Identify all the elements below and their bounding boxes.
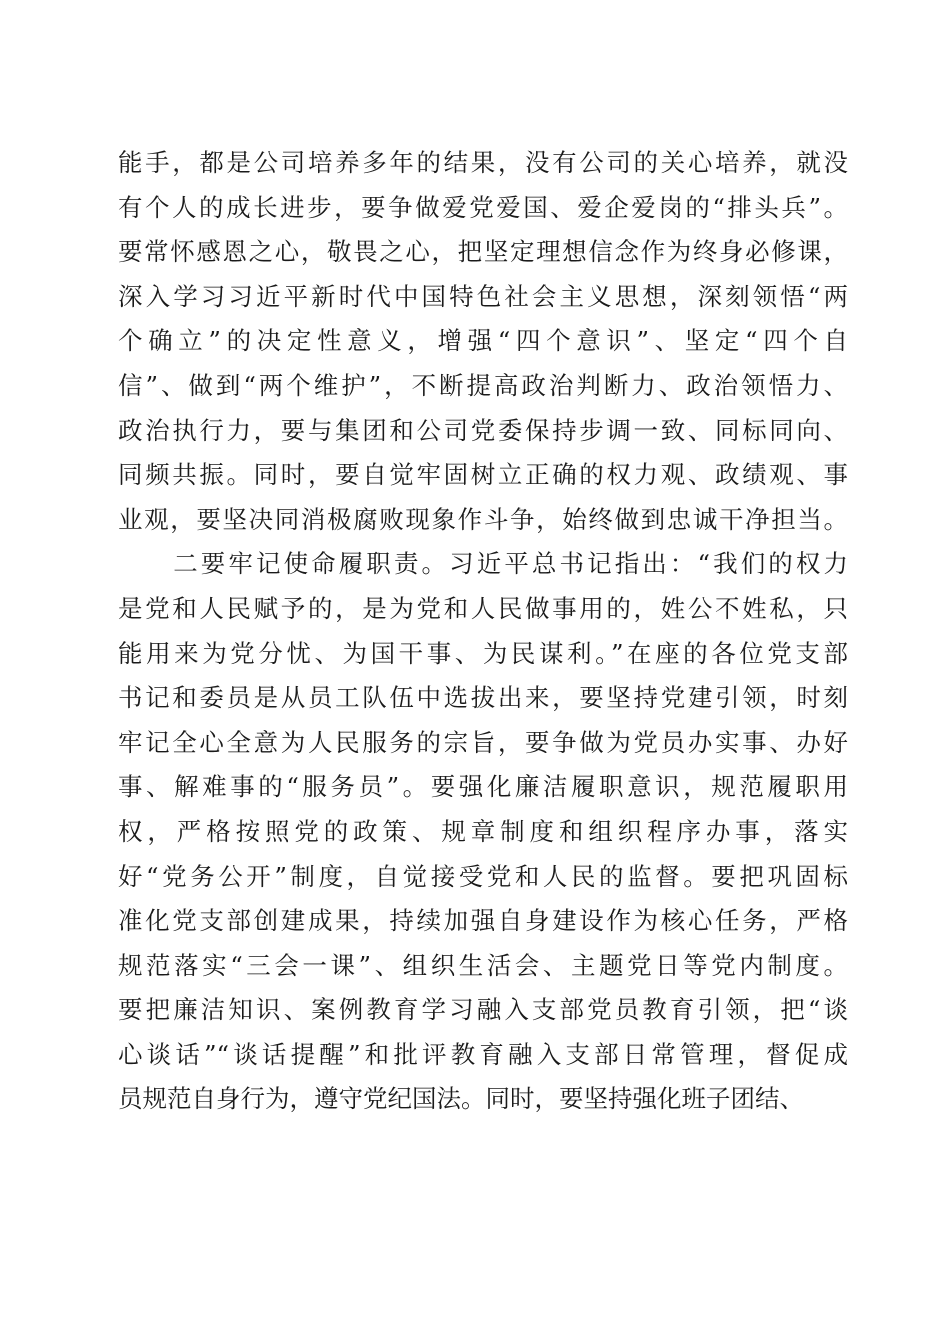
text-line: 个确立”的决定性意义，增强“四个意识”、坚定“四个自 xyxy=(118,326,848,356)
text-line: 牢记全心全意为人民服务的宗旨，要争做为党员办实事、办好 xyxy=(118,727,848,757)
text-line: 书记和委员是从员工队伍中选拔出来，要坚持党建引领，时刻 xyxy=(118,683,848,713)
text-line: 二要牢记使命履职责。习近平总书记指出：“我们的权力 xyxy=(118,549,848,579)
text-line: 是党和人民赋予的，是为党和人民做事用的，姓公不姓私，只 xyxy=(118,593,848,623)
text-line: 信”、做到“两个维护”，不断提高政治判断力、政治领悟力、 xyxy=(118,370,848,400)
text-line: 要把廉洁知识、案例教育学习融入支部党员教育引领，把“谈 xyxy=(118,995,848,1025)
text-line: 准化党支部创建成果，持续加强自身建设作为核心任务，严格 xyxy=(118,906,848,936)
text-line: 员规范自身行为，遵守党纪国法。同时，要坚持强化班子团结、 xyxy=(118,1084,804,1114)
text-line: 同频共振。同时，要自觉牢固树立正确的权力观、政绩观、事 xyxy=(118,460,848,490)
text-line: 有个人的成长进步，要争做爱党爱国、爱企爱岗的“排头兵”。 xyxy=(118,192,848,222)
text-line: 政治执行力，要与集团和公司党委保持步调一致、同标同向、 xyxy=(118,415,848,445)
text-line: 事、解难事的“服务员”。要强化廉洁履职意识，规范履职用 xyxy=(118,772,848,802)
text-line: 规范落实“三会一课”、组织生活会、主题党日等党内制度。 xyxy=(118,950,848,980)
text-line: 能用来为党分忧、为国干事、为民谋利。”在座的各位党支部 xyxy=(118,638,848,668)
text-line: 业观，要坚决同消极腐败现象作斗争，始终做到忠诚干净担当。 xyxy=(118,504,848,534)
text-line: 能手，都是公司培养多年的结果，没有公司的关心培养，就没 xyxy=(118,148,848,177)
text-line: 深入学习习近平新时代中国特色社会主义思想，深刻领悟“两 xyxy=(118,281,848,311)
body-text xyxy=(118,141,848,1122)
text-line: 好“党务公开”制度，自觉接受党和人民的监督。要把巩固标 xyxy=(118,861,848,891)
text-line: 要常怀感恩之心，敬畏之心，把坚定理想信念作为终身必修课， xyxy=(118,237,848,267)
text-line: 权，严格按照党的政策、规章制度和组织程序办事，落实 xyxy=(118,816,848,846)
text-line: 心谈话”“谈话提醒”和批评教育融入支部日常管理，督促成 xyxy=(118,1039,848,1069)
